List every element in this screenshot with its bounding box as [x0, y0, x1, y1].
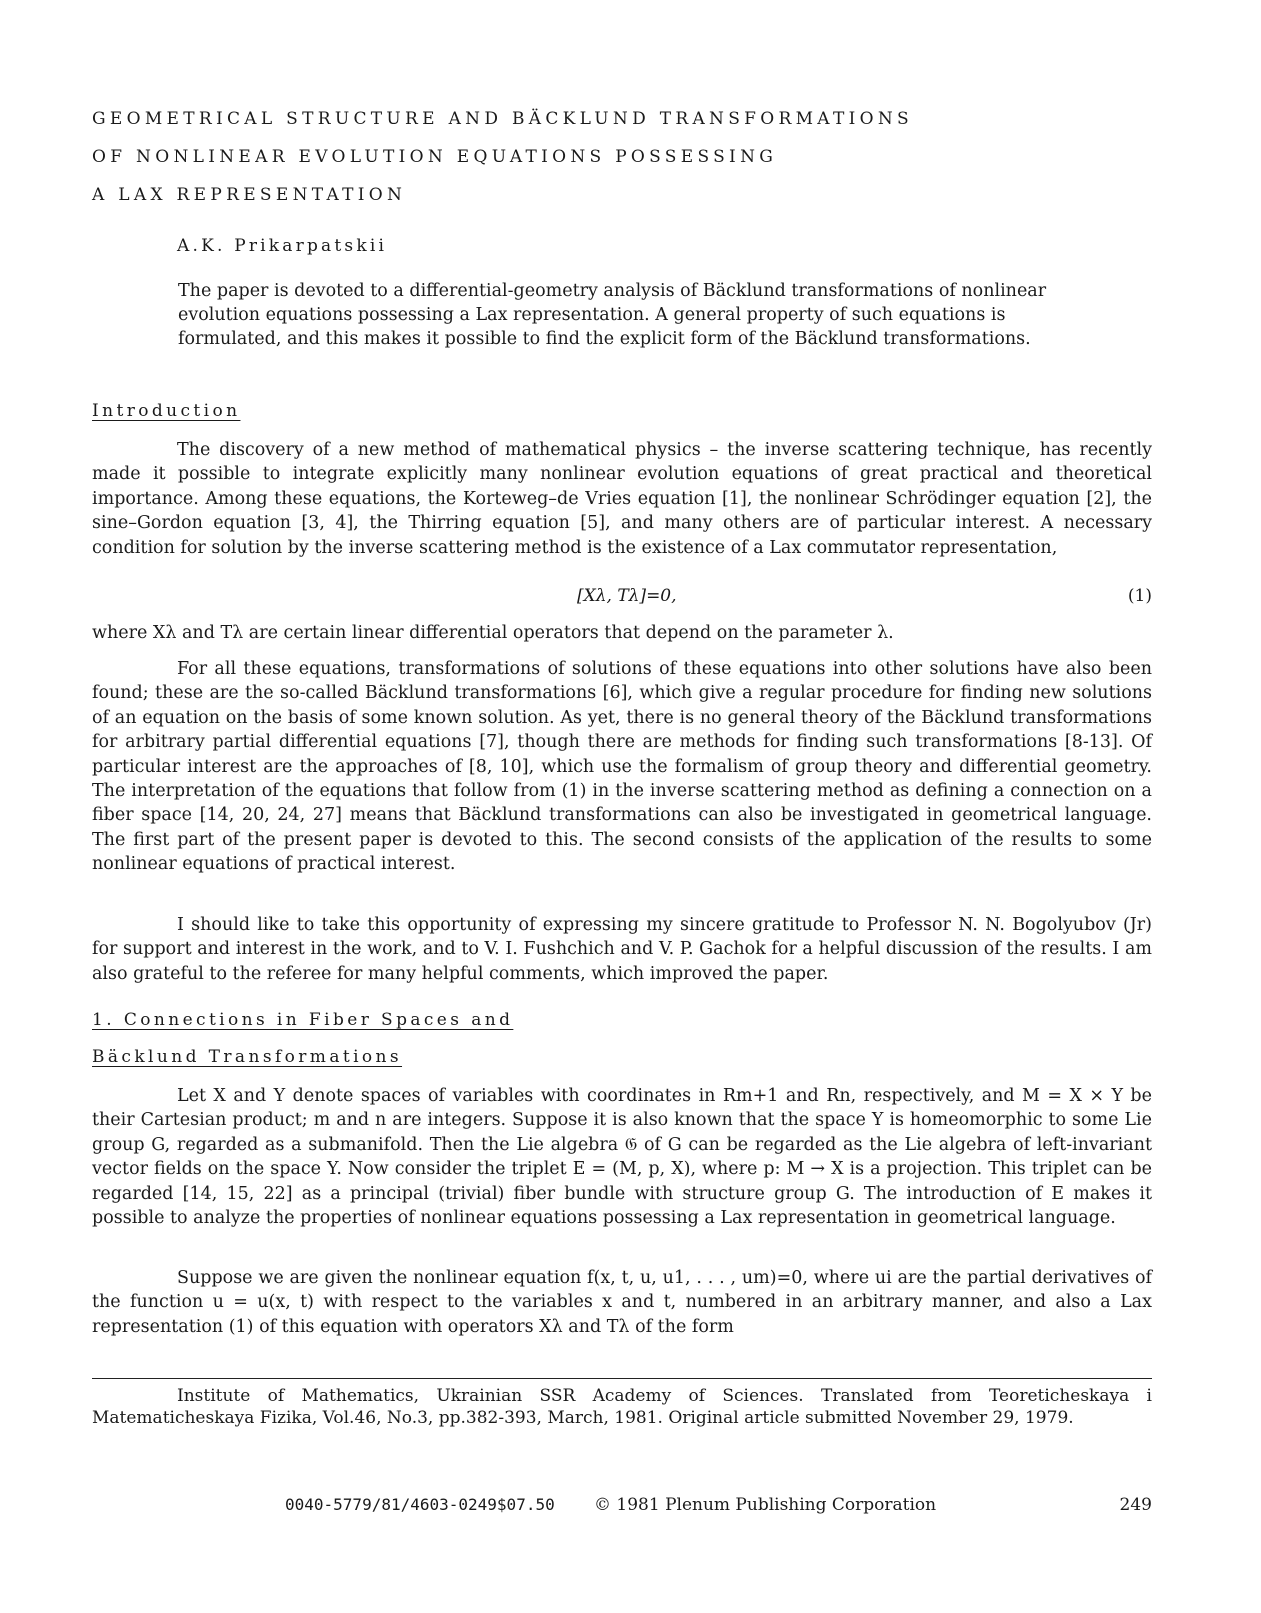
equation-1	[92, 586, 1152, 610]
equation-body: [Xλ, Tλ]=0,	[577, 586, 677, 606]
intro-paragraph-1: The discovery of a new method of mathematical physics – the inverse scattering technique, has recently made it possible to integrate explicitly many nonlinear evolution equations of great practical and theoretical importance. Among these equations, the Korteweg–de Vries equation [1], the nonlinear Schrödinger equation [2], the sine–Gordon equation [3, 4], the Thirring equation [5], and many others are of particular interest. A necessary condition for solution by the inverse scattering method is the existence of a Lax commutator representation,	[92, 440, 1152, 558]
footnote-rule	[92, 1378, 1152, 1379]
intro-paragraph-3: For all these equations, transformations of solutions of these equations into other solutions have also been found; these are the so-called Bäcklund transformations [6], which give a regular procedure for finding new solutions of an equation on the basis of some known solution. As yet, there is no general theory of the Bäcklund transformations for arbitrary partial differential equations [7], though there are methods for finding such transformations [8-13]. Of particular interest are the approaches of [8, 10], which use the formalism of group theory and differential geometry. The interpretation of the equations that follow from (1) in the inverse scattering method as defining a connection on a fiber space [14, 20, 24, 27] means that Bäcklund transformations can also be investigated in geometrical language. The first part of the present paper is devoted to this. The second consists of the application of the results to some nonlinear equations of practical interest.	[92, 659, 1152, 875]
paper-page	[92, 0, 1167, 1613]
title-line-1: GEOMETRICAL STRUCTURE AND BÄCKLUND TRANSFORMATIONS	[92, 109, 913, 129]
section-1-paragraph-2: Suppose we are given the nonlinear equation f(x, t, u, u1, . . . , um)=0, where ui are the partial derivatives of the function u = u(x, t) with respect to the variables x and t, numbered in an arbitrary manner, and also a Lax representation (1) of this equation with operators Xλ and Tλ of the form	[92, 1268, 1152, 1337]
page-number: 249	[1119, 1495, 1152, 1515]
footnote: Institute of Mathematics, Ukrainian SSR Academy of Sciences. Translated from Teoreticheskaya i Matematicheskaya Fizika, Vol.46, No.3, pp.382-393, March, 1981. Original article submitted November 29, 1979.	[92, 1386, 1152, 1428]
publisher-line: © 1981 Plenum Publishing Corporation	[594, 1495, 937, 1515]
title-line-2: OF NONLINEAR EVOLUTION EQUATIONS POSSESSING	[92, 147, 778, 167]
article-code: 0040-5779/81/4603-0249$07.50	[285, 1495, 555, 1514]
section-1-heading-line-2: Bäcklund Transformations	[92, 1047, 403, 1067]
section-1-heading-line-1: 1. Connections in Fiber Spaces and	[92, 1010, 514, 1030]
author: A.K. Prikarpatskii	[177, 236, 388, 256]
page-footer	[92, 1495, 1152, 1519]
intro-paragraph-4: I should like to take this opportunity of expressing my sincere gratitude to Professor N. N. Bogolyubov (Jr) for support and interest in the work, and to V. I. Fushchich and V. P. Gachok for a helpful discussion of the results. I am also grateful to the referee for many helpful comments, which improved the paper.	[92, 915, 1152, 984]
section-1-paragraph-1: Let X and Y denote spaces of variables with coordinates in Rm+1 and Rn, respectively, and M = X × Y be their Cartesian product; m and n are integers. Suppose it is also known that the space Y is homeomorphic to some Lie group G, regarded as a submanifold. Then the Lie algebra 𝔊 of G can be regarded as the Lie algebra of left-invariant vector fields on the space Y. Now consider the triplet E = (M, p, X), where p: M → X is a projection. This triplet can be regarded [14, 15, 22] as a principal (trivial) fiber bundle with structure group G. The introduction of E makes it possible to analyze the properties of nonlinear equations possessing a Lax representation in geometrical language.	[92, 1086, 1152, 1229]
intro-paragraph-2: where Xλ and Tλ are certain linear differential operators that depend on the parameter λ.	[92, 623, 894, 643]
equation-number: (1)	[1127, 586, 1152, 606]
abstract: The paper is devoted to a differential-geometry analysis of Bäcklund transformations of nonlinear evolution equations possessing a Lax representation. A general property of such equations is formulated, and this makes it possible to find the explicit form of the Bäcklund transformations.	[178, 281, 1047, 349]
introduction-heading: Introduction	[92, 401, 241, 421]
title-line-3: A LAX REPRESENTATION	[92, 185, 407, 205]
